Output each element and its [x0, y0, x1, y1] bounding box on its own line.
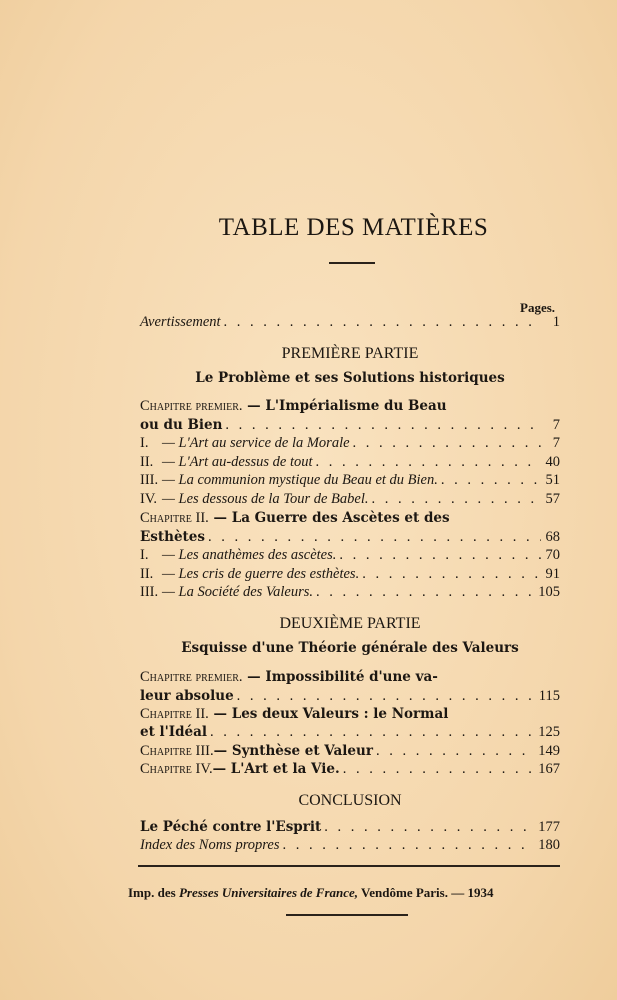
- toc-entry-section[interactable]: [140, 472, 560, 491]
- entry-label: — Les dessous de la Tour de Babel.: [162, 491, 369, 507]
- entry-label: — L'Art et la Vie.: [212, 761, 340, 777]
- section-number: II.: [140, 566, 154, 582]
- toc-entry-section[interactable]: [140, 435, 560, 454]
- toc-entry-chapter[interactable]: [140, 761, 560, 780]
- chapter-title: — La Guerre des Ascètes et des: [208, 510, 450, 526]
- chapter-prefix: Chapitre III.: [140, 743, 214, 759]
- entry-label: Le Péché contre l'Esprit: [140, 819, 322, 835]
- entry-label: ou du Bien: [140, 417, 223, 433]
- toc-entry-chapter[interactable]: [140, 529, 560, 548]
- part-subtitle: Esquisse d'une Théorie générale des Valeurs: [181, 640, 519, 656]
- toc-entry-chapter[interactable]: [140, 724, 560, 743]
- entry-label: — L'Art au-dessus de tout: [162, 454, 313, 470]
- imprint: [128, 885, 493, 901]
- toc-entry-chapter[interactable]: [140, 688, 560, 707]
- toc-entry-section[interactable]: [140, 584, 560, 603]
- entry-page: 125: [538, 724, 560, 740]
- entry-page: 1: [552, 314, 560, 330]
- chapter-prefix: Chapitre premier.: [140, 398, 243, 414]
- entry-label: leur absolue: [140, 688, 234, 704]
- entry-page: 149: [538, 743, 560, 759]
- toc-entry-chapter[interactable]: [140, 743, 560, 762]
- imprint-printer: Imp. des: [128, 885, 179, 900]
- pages-label: Pages.: [520, 300, 556, 315]
- section-number: I.: [140, 435, 149, 451]
- chapter-prefix: Chapitre II.: [140, 706, 209, 722]
- entry-label: Esthètes: [140, 529, 205, 545]
- imprint-place-date: Vendôme Paris. — 1934: [358, 885, 494, 900]
- part-heading: PREMIÈRE PARTIE: [281, 345, 419, 362]
- toc-entry-avertissement[interactable]: [140, 314, 560, 333]
- entry-page: 40: [545, 454, 560, 470]
- section-number: I.: [140, 547, 149, 563]
- entry-label: et l'Idéal: [140, 724, 208, 740]
- chapter-prefix: Chapitre IV.: [140, 761, 213, 777]
- toc-entry-chapter[interactable]: [140, 417, 560, 436]
- entry-page: 70: [545, 547, 560, 563]
- entry-label: — La Société des Valeurs.: [162, 584, 314, 600]
- chapter-prefix: Chapitre premier.: [140, 669, 243, 685]
- entry-page: 115: [538, 688, 560, 704]
- section-number: III.: [140, 472, 159, 488]
- entry-page: 177: [538, 819, 560, 835]
- section-number: IV.: [140, 491, 158, 507]
- part-heading: DEUXIÈME PARTIE: [279, 615, 421, 632]
- entry-page: 57: [545, 491, 560, 507]
- entry-page: 51: [545, 472, 560, 488]
- entry-label: — L'Art au service de la Morale: [162, 435, 350, 451]
- toc-entry-section[interactable]: [140, 566, 560, 585]
- entry-page: 180: [538, 837, 560, 853]
- toc-entry-conclusion[interactable]: [140, 819, 560, 838]
- title-rule: [329, 262, 375, 264]
- part-heading: CONCLUSION: [298, 792, 402, 809]
- section-number: II.: [140, 454, 154, 470]
- footer-rule: [138, 865, 560, 867]
- toc-entry-section[interactable]: [140, 491, 560, 510]
- toc-entry-section[interactable]: [140, 547, 560, 566]
- chapter-prefix: Chapitre II.: [140, 510, 209, 526]
- page-title: TABLE DES MATIÈRES: [218, 214, 489, 241]
- entry-label: Index des Noms propres: [140, 837, 280, 853]
- section-number: III.: [140, 584, 159, 600]
- entry-label: — Synthèse et Valeur: [213, 743, 373, 759]
- imprint-publisher: Presses Universitaires de France,: [178, 885, 359, 900]
- toc-entry-section[interactable]: [140, 454, 560, 473]
- entry-page: 7: [552, 435, 560, 451]
- chapter-title: — L'Impérialisme du Beau: [242, 398, 447, 414]
- entry-label: — Les cris de guerre des esthètes.: [162, 566, 360, 582]
- entry-label: Avertissement: [140, 314, 221, 330]
- entry-page: 105: [538, 584, 560, 600]
- entry-label: — La communion mystique du Beau et du Bien.: [162, 472, 438, 488]
- entry-page: 7: [552, 417, 560, 433]
- toc-entry-index[interactable]: [140, 837, 560, 856]
- chapter-heading: [140, 669, 560, 686]
- chapter-heading: [140, 706, 560, 723]
- chapter-title: — Impossibilité d'une va-: [242, 669, 438, 685]
- chapter-heading: [140, 510, 560, 527]
- entry-page: 68: [545, 529, 560, 545]
- entry-page: 91: [545, 566, 560, 582]
- chapter-title: — Les deux Valeurs : le Normal: [208, 706, 449, 722]
- part-subtitle: Le Problème et ses Solutions historiques: [195, 370, 505, 386]
- chapter-heading: [140, 398, 560, 415]
- entry-label: — Les anathèmes des ascètes.: [162, 547, 337, 563]
- imprint-rule: [286, 914, 408, 916]
- entry-page: 167: [538, 761, 560, 777]
